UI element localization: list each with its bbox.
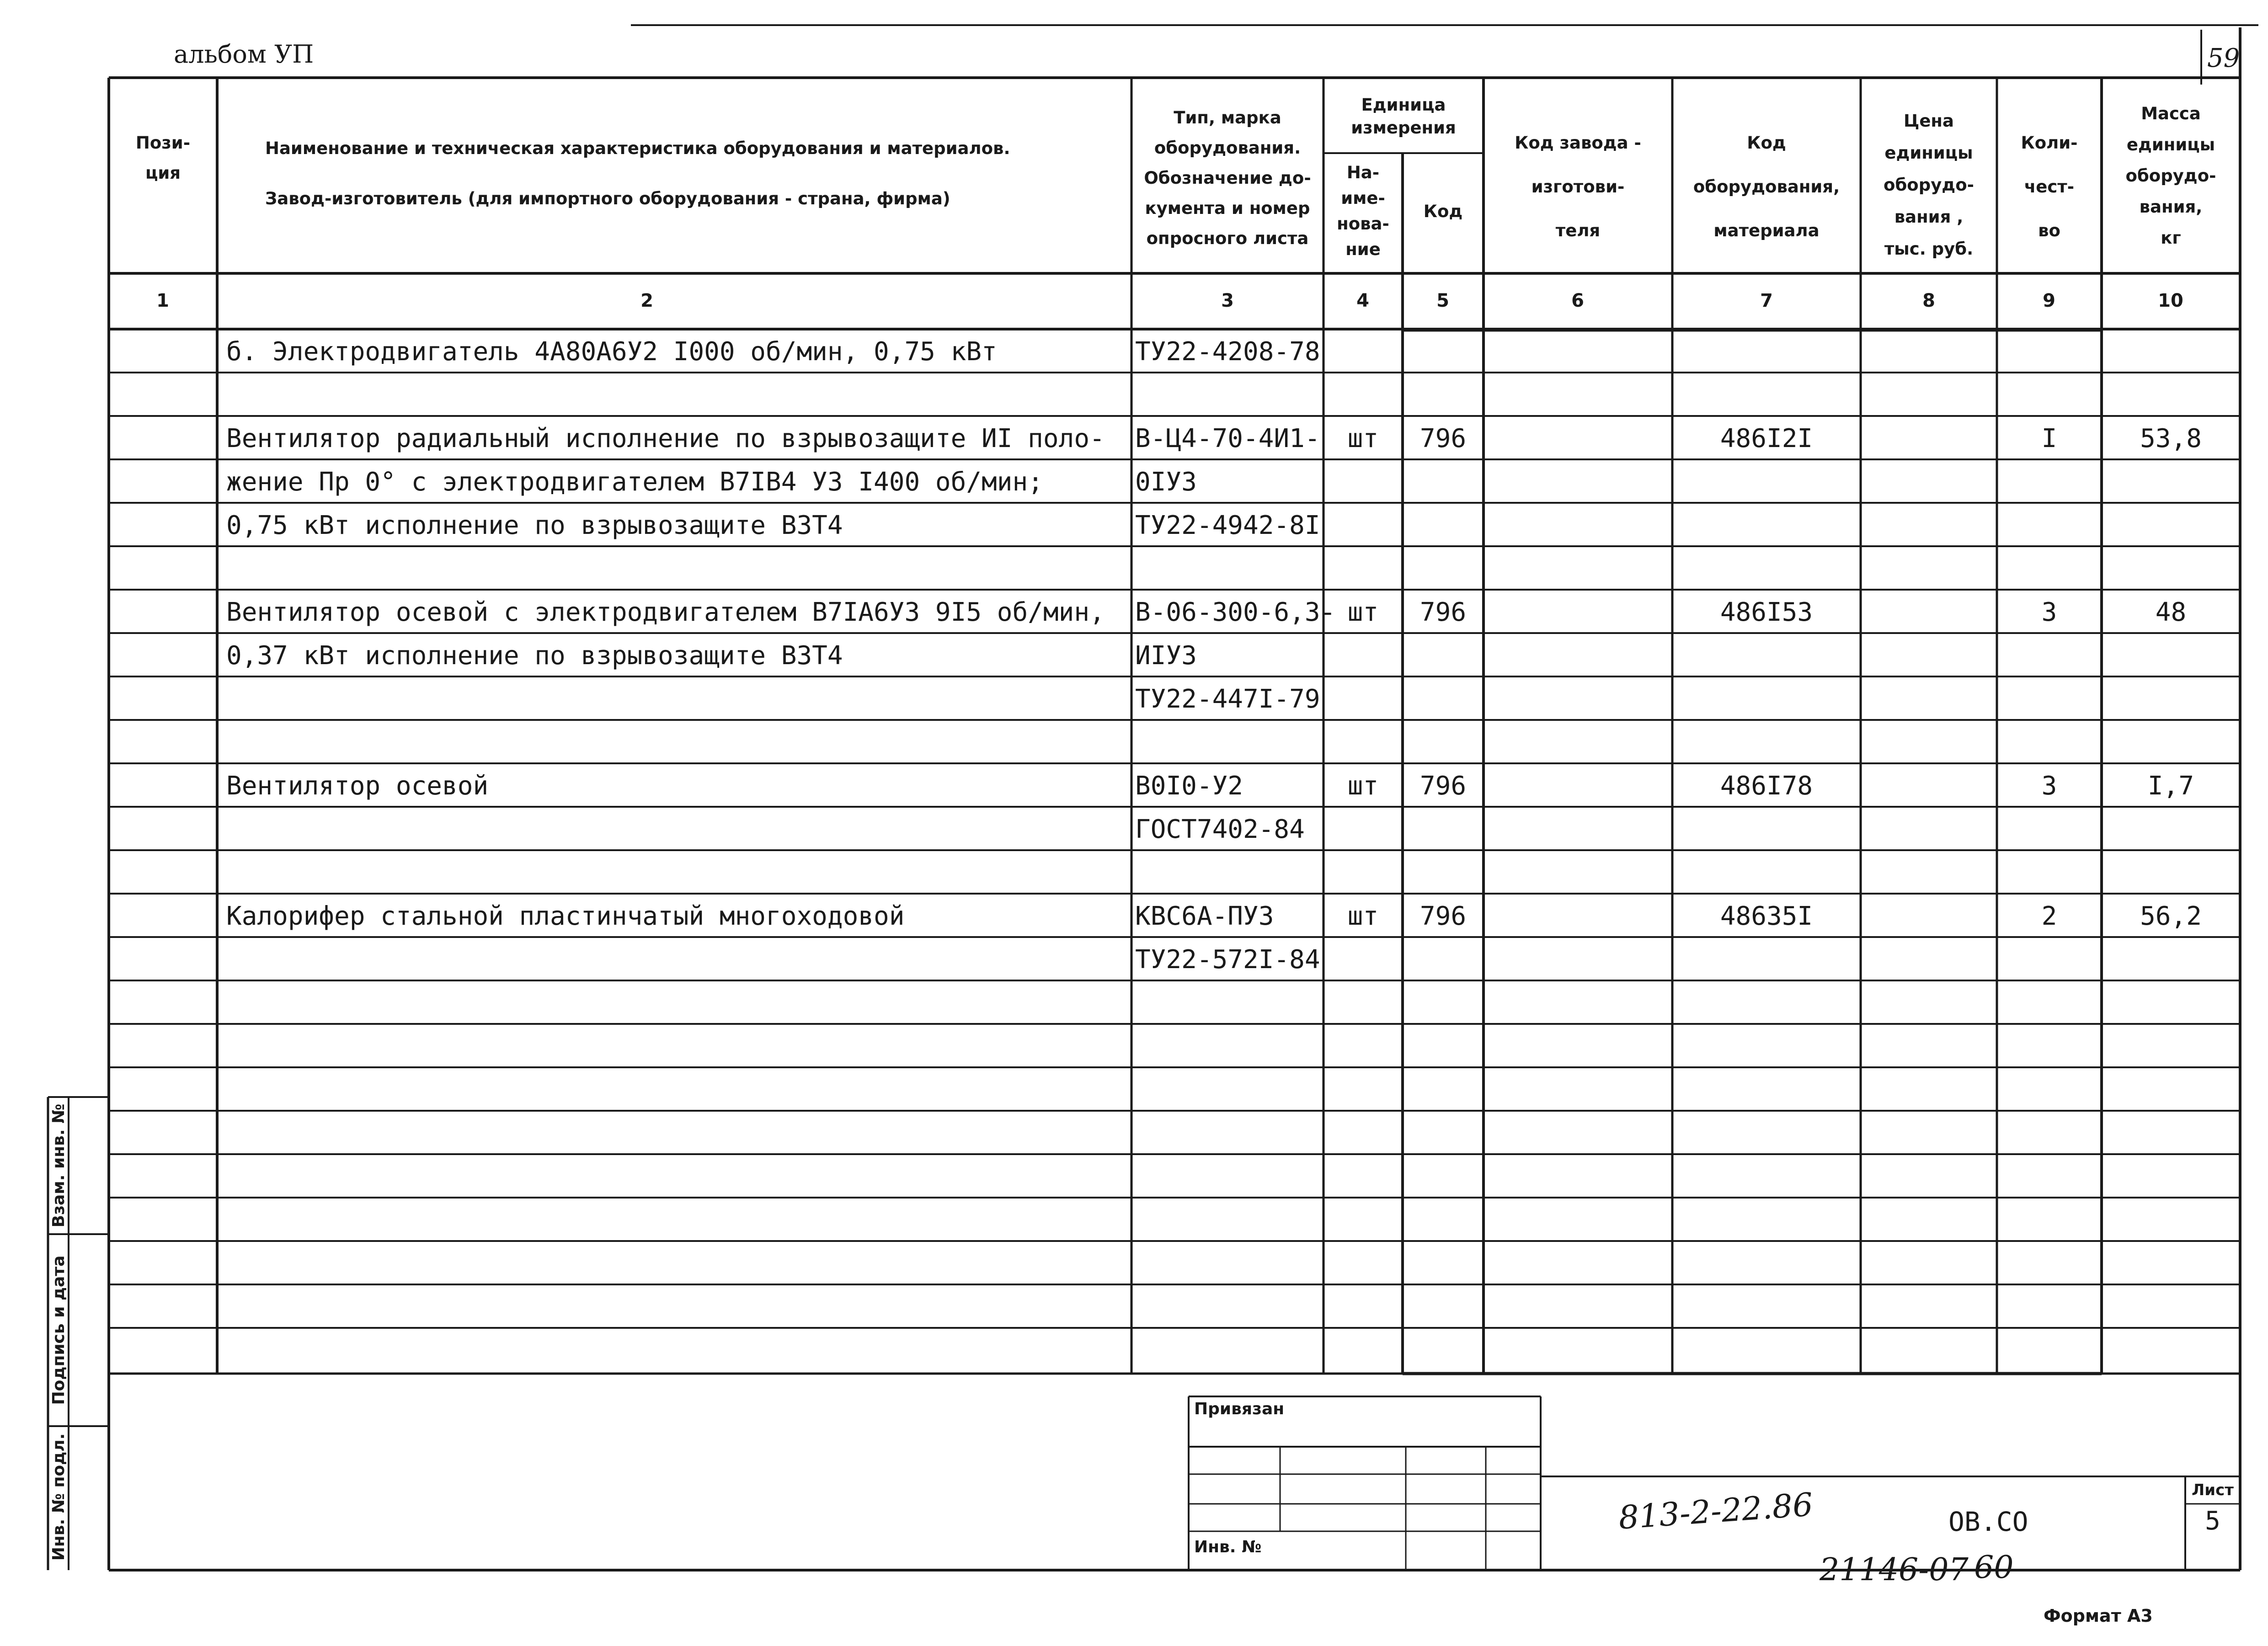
row-quantity: I — [2041, 424, 2057, 453]
header-unit: Единица измерения — [1351, 95, 1456, 138]
row-equipment-code: 486I53 — [1720, 597, 1813, 627]
column-number-4: 4 — [1356, 290, 1369, 311]
column-number-1: 1 — [156, 290, 169, 311]
row-doc: 0IУ3 — [1135, 467, 1197, 497]
column-number-3: 3 — [1221, 290, 1234, 311]
row-quantity: 3 — [2041, 771, 2057, 801]
format-label: Формат А3 — [2044, 1606, 2153, 1626]
page-corner-number: 59 — [2207, 43, 2240, 73]
header-type: Тип, марка оборудования. Обозначение до- кумента и номер опросного листа — [1144, 108, 1311, 248]
column-number-9: 9 — [2043, 290, 2055, 311]
row-name: 0,37 кВт исполнение по взрывозащите В3Т4 — [226, 641, 843, 671]
row-name: Вентилятор осевой с электродвигателем В7IА6У3 9I5 об/мин, — [226, 597, 1105, 627]
header-unit-name: На- име- нова- ние — [1337, 163, 1389, 259]
stamp-sheet-label: Лист — [2192, 1481, 2234, 1499]
header-position: Пози- ция — [135, 133, 191, 183]
row-name: жение Пр 0° с электродвигателем В7IВ4 У3 I400 об/мин; — [226, 467, 1043, 497]
row-name: б. Электродвигатель 4А80А6У2 I000 об/мин, 0,75 кВт — [226, 337, 997, 367]
row-doc: В0I0-У2 — [1135, 771, 1243, 801]
row-name: Вентилятор радиальный исполнение по взрывозащите ИI поло- — [226, 424, 1105, 453]
row-unit-code: 796 — [1420, 901, 1467, 931]
row-mass: 56,2 — [2140, 901, 2202, 931]
header-quantity: Коли- чест- во — [2021, 133, 2078, 240]
row-doc: ТУ22-572I-84 — [1135, 945, 1320, 975]
column-number-5: 5 — [1436, 290, 1449, 311]
row-doc: ТУ22-4942-8I — [1135, 511, 1320, 540]
row-doc: В-Ц4-70-4И1- — [1135, 424, 1320, 453]
stamp-doc-code: 813-2-22.86 — [1617, 1486, 1814, 1537]
album-label: альбом УП — [174, 40, 314, 69]
row-unit-code: 796 — [1420, 771, 1467, 801]
stamp-sheet-number: 5 — [2205, 1506, 2220, 1536]
stamp-inv-no: Инв. № — [1194, 1538, 1262, 1556]
header-plant-code: Код завода - изготови- теля — [1515, 133, 1641, 240]
row-unit-code: 796 — [1420, 597, 1467, 627]
row-doc: ГОСТ7402-84 — [1135, 815, 1305, 844]
archive-number: 21146-07 — [1820, 1552, 1969, 1588]
row-unit: шт — [1347, 424, 1379, 453]
row-name: Вентилятор осевой — [226, 771, 489, 801]
header-price: Цена единицы оборудо- вания , тыс. руб. — [1884, 111, 1974, 259]
stamp-privyazan: Привязан — [1194, 1400, 1285, 1418]
row-doc: В-06-300-6,3- — [1135, 597, 1336, 627]
row-unit-code: 796 — [1420, 424, 1467, 453]
row-unit: шт — [1347, 597, 1379, 627]
row-mass: 48 — [2155, 597, 2187, 627]
row-doc: ТУ22-447I-79 — [1135, 684, 1320, 714]
row-equipment-code: 486I78 — [1720, 771, 1813, 801]
column-number-7: 7 — [1760, 290, 1773, 311]
side-label-vzam: Взам. инв. № — [49, 1103, 68, 1228]
row-mass: 53,8 — [2140, 424, 2202, 453]
row-mass: I,7 — [2147, 771, 2194, 801]
row-doc: КВС6А-ПУ3 — [1135, 901, 1274, 931]
row-quantity: 3 — [2041, 597, 2057, 627]
archive-page: 60 — [1974, 1550, 2014, 1586]
row-doc: ТУ22-4208-78 — [1135, 337, 1320, 367]
stamp-obco: ОВ.СО — [1948, 1506, 2028, 1537]
row-unit: шт — [1347, 901, 1379, 931]
row-equipment-code: 486I2I — [1720, 424, 1813, 453]
header-mass: Масса единицы оборудо- вания, кг — [2125, 104, 2216, 248]
row-doc: ИIУ3 — [1135, 641, 1197, 671]
row-name: Калорифер стальной пластинчатый многоходовой — [226, 901, 905, 931]
side-label-podpis: Подпись и дата — [49, 1255, 68, 1405]
header-unit-code: Код — [1423, 202, 1463, 221]
row-unit: шт — [1347, 771, 1379, 801]
row-name: 0,75 кВт исполнение по взрывозащите В3Т4 — [226, 511, 843, 540]
column-number-6: 6 — [1571, 290, 1584, 311]
column-number-10: 10 — [2158, 290, 2183, 311]
column-number-8: 8 — [1922, 290, 1935, 311]
row-equipment-code: 48635I — [1720, 901, 1813, 931]
header-equipment-code: Код оборудования, материала — [1693, 133, 1840, 240]
column-number-2: 2 — [640, 290, 653, 311]
side-label-inv-podl: Инв. № подл. — [49, 1433, 68, 1561]
header-name: Наименование и техническая характеристика оборудования и материалов. Завод-изготовитель (для импортного оборудования - страна, фирма) — [265, 138, 1010, 208]
row-quantity: 2 — [2041, 901, 2057, 931]
